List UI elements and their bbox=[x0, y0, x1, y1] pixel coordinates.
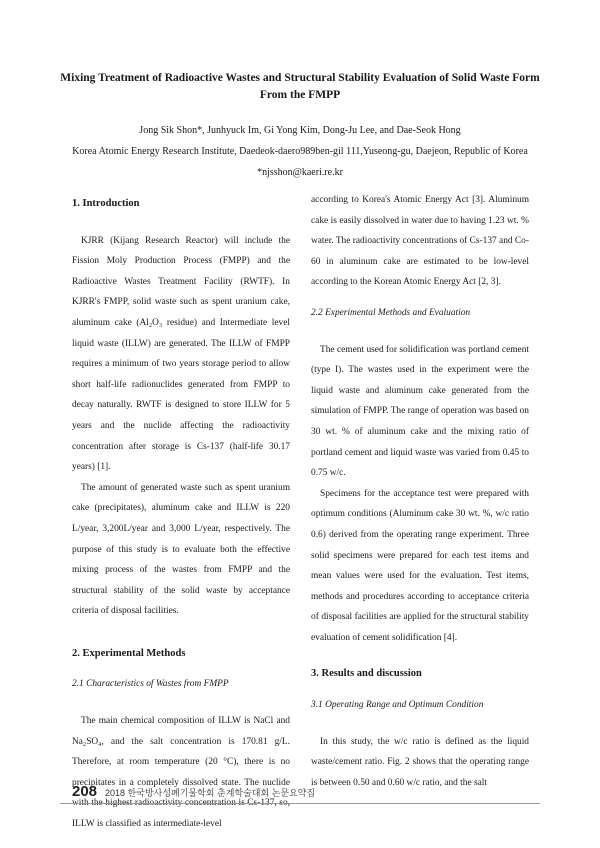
left-column bbox=[72, 190, 290, 835]
section-heading-introduction: 1. Introduction bbox=[72, 198, 140, 209]
footer-divider bbox=[60, 803, 540, 804]
paragraph: The main chemical composition of ILLW is NaCl and Na₂SO₄, and the salt concentration is 170.81 g/L. Therefore, at room temperature (20 °C), there is no precipitates in a completely dissolved state. The nuclide with the highest radioactivity concentration is Cs-137, so, ILLW is classified as intermediate-level bbox=[72, 716, 290, 830]
page-footer bbox=[72, 783, 315, 800]
subsection-heading: 3.1 Operating Range and Optimum Condition bbox=[311, 700, 484, 711]
proceedings-title: 2018 한국방사성폐기물학회 춘계학술대회 논문요약집 bbox=[105, 788, 316, 798]
paragraph: Specimens for the acceptance test were prepared with optimum conditions (Aluminum cake 30 wt. %, w/c ratio 0.6) derived from the operating range experiment. Three solid specimens were prepared for each test items and mean values were used for the evaluation. Test items, methods and procedures according to acceptance criteria of disposal facilities are applied for the structural stability evaluation of cement solidification [4]. bbox=[311, 488, 529, 643]
paragraph: according to Korea's Atomic Energy Act [3]. Aluminum cake is easily dissolved in water due to having 1.23 wt. % water. The radioactivity concentrations of Cs-137 and Co-60 in aluminum cake are estimated to be low-level according to the Korean Atomic Energy Act [2, 3]. bbox=[311, 195, 529, 288]
paragraph: The cement used for solidification was portland cement (type I). The wastes used in the experiment were the liquid waste and aluminum cake generated from the simulation of FMPP. The range of operation was based on 30 wt. % of aluminum cake and the mixing ratio of portland cement and liquid waste was varied from 0.45 to 0.75 w/c. bbox=[311, 344, 529, 479]
page-number: 208 bbox=[72, 783, 98, 800]
paragraph: The amount of generated waste such as spent uranium cake (precipitates), aluminum cake and ILLW is 220 L/year, 3,200L/year and 3,000 L/year, respectively. The purpose of this study is to evaluate both the effective mixing process of the wastes from FMPP and the structural stability of the solid waste by acceptance criteria of disposal facilities. bbox=[72, 482, 290, 617]
section-heading-results: 3. Results and discussion bbox=[311, 668, 422, 680]
paper-title: Mixing Treatment of Radioactive Wastes and Structural Stability Evaluation of Solid Waste Form From the FMPP bbox=[60, 72, 540, 101]
affiliation: Korea Atomic Energy Research Institute, Daedeok-daero989ben-gil 111,Yuseong-gu, Daejeon, Republic of Korea bbox=[72, 146, 528, 157]
paragraph: In this study, the w/c ratio is defined as the liquid waste/cement ratio. Fig. 2 shows that the operating range is between 0.50 and 0.60 w/c ratio, and the salt bbox=[311, 736, 529, 788]
subsection-heading: 2.1 Characteristics of Wastes from FMPP bbox=[72, 679, 229, 690]
author-list: Jong Sik Shon*, Junhyuck Im, Gi Yong Kim, Dong-Ju Lee, and Dae-Seok Hong bbox=[139, 125, 461, 136]
section-heading-methods: 2. Experimental Methods bbox=[72, 647, 186, 659]
paragraph: KJRR (Kijang Research Reactor) will include the Fission Moly Production Process (FMPP) and the Radioactive Wastes Treatment Facility (RWTF). In KJRR's FMPP, solid waste such as spent uranium cake, aluminum cake (Al₂O₃ residue) and Intermediate level liquid waste (ILLW) are generated. The ILLW of FMPP requires a minimum of two years storage period to allow short half-life radionuclides generated from FMPP to decay naturally. RWTF is designed to store ILLW for 5 years and the nuclide affecting the radioactivity concentration after storage is Cs-137 (half-life 30.17 years) [1]. bbox=[72, 235, 290, 473]
right-column bbox=[311, 190, 529, 793]
author-block bbox=[30, 120, 570, 183]
subsection-heading: 2.2 Experimental Methods and Evaluation bbox=[311, 307, 471, 318]
corresponding-email: *njsshon@kaeri.re.kr bbox=[257, 167, 343, 178]
